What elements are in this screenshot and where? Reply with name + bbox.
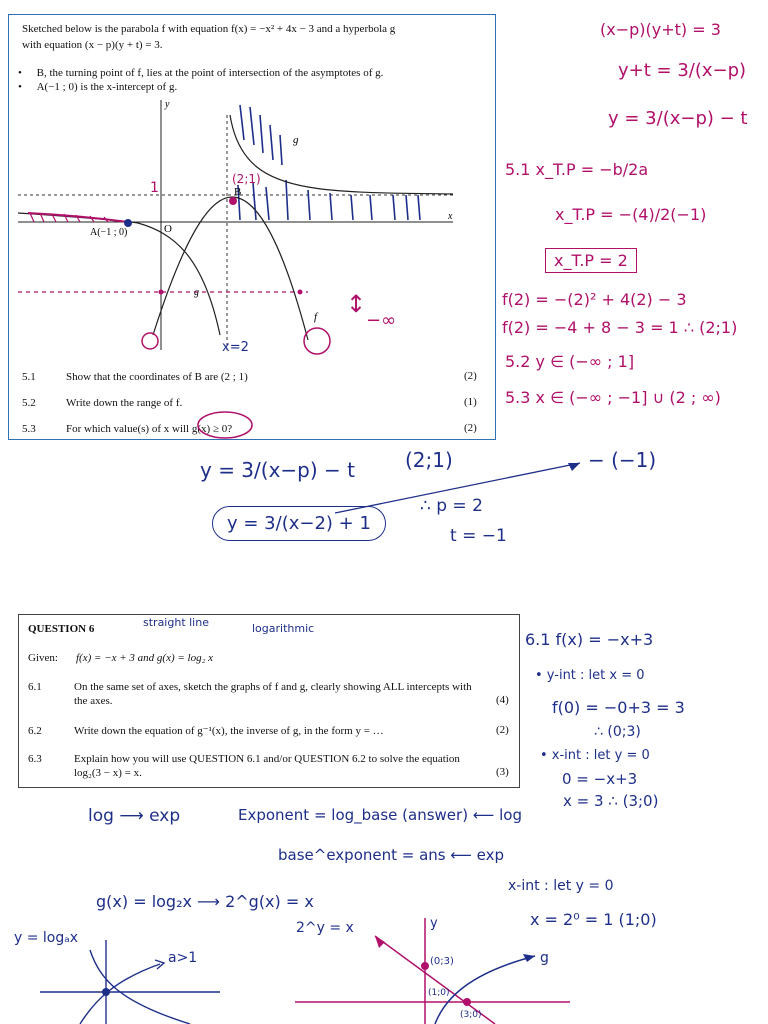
ink-graph-one: 1: [150, 180, 159, 196]
q5-item-2-marks: (1): [464, 396, 477, 408]
note-sketch-pt: (0;3): [430, 956, 454, 967]
q5-bullet-1-text: B, the turning point of f, lies at the point of intersection of the asymptotes of g.: [36, 67, 384, 79]
note-f2-a: f(2) = −(2)² + 4(2) − 3: [502, 290, 687, 309]
note-5-3: 5.3 x ∈ (−∞ ; −1] ∪ (2 ; ∞): [505, 388, 721, 407]
q6-item-2-num: 6.2: [28, 725, 42, 737]
note-mid-t: t = −1: [450, 526, 507, 546]
note-sketch-pt2: (1;0): [428, 988, 450, 998]
note-mid-2: y = 3/(x−2) + 1: [212, 506, 386, 541]
note-base-exponent: base^exponent = ans ⟵ exp: [278, 846, 505, 864]
q6-item-3-text: Explain how you will use QUESTION 6.1 and/or QUESTION 6.2 to solve the equation log₂(3 − x) = x.: [74, 753, 460, 779]
note-5-1-a: 5.1 x_T.P = −b/2a: [505, 160, 649, 179]
q6-note-straight-line: straight line: [143, 616, 209, 629]
note6-r3: f(0) = −0+3 = 3: [552, 698, 685, 717]
note6-r2: • y-int : let x = 0: [535, 668, 645, 683]
note-5-1-b: x_T.P = −(4)/2(−1): [555, 205, 707, 224]
q5-intro-line1: Sketched below is the parabola f with equation f(x) = −x² + 4x − 3 and a hyperbola g: [22, 23, 396, 35]
note-top-2: y+t = 3/(x−p): [618, 60, 747, 81]
ink-graph-neg-inf: −∞: [366, 310, 397, 331]
q6-item-3-marks: (3): [496, 766, 509, 778]
graph-label-g2: g: [194, 287, 199, 298]
note-xint-2: x = 2⁰ = 1 (1;0): [530, 910, 657, 929]
bottom-right-sketch: [295, 918, 585, 1024]
graph-label-f: f: [314, 311, 318, 323]
note6-r4: ∴ (0;3): [594, 724, 641, 740]
q5-bullet-1: • B, the turning point of f, lies at the point of intersection of the asymptotes of g.: [18, 67, 384, 79]
note-mid-minus: − (−1): [588, 448, 657, 472]
graph-label-x: x: [448, 211, 453, 222]
graph-label-O: O: [164, 223, 172, 235]
note6-r1: 6.1 f(x) = −x+3: [525, 630, 654, 649]
q5-item-2-text: Write down the range of f.: [66, 397, 183, 409]
q5-item-2-num: 5.2: [22, 397, 36, 409]
note6-r6: 0 = −x+3: [562, 770, 638, 788]
q5-graph: [8, 95, 494, 360]
note-2y: 2^y = x: [296, 920, 354, 936]
note-sketch-g: g: [540, 950, 549, 966]
note6-r5: • x-int : let y = 0: [540, 748, 650, 763]
q5-bullet-2: • A(−1 ; 0) is the x-intercept of g.: [18, 81, 178, 93]
q5-item-1-num: 5.1: [22, 371, 36, 383]
q6-given-label: Given:: [28, 652, 58, 664]
note-sketch-y: y: [430, 916, 438, 931]
note-top-1: (x−p)(y+t) = 3: [600, 20, 721, 39]
note-5-2: 5.2 y ∈ (−∞ ; 1]: [505, 352, 635, 371]
q6-item-3-num: 6.3: [28, 753, 42, 765]
note-bl-2: a>1: [168, 950, 198, 966]
ink-graph-arrow: ↕: [346, 290, 367, 318]
note-5-1-c: x_T.P = 2: [545, 248, 637, 273]
graph-label-g: g: [293, 134, 299, 146]
graph-label-A: A(−1 ; 0): [90, 227, 128, 238]
note-exponent-log: Exponent = log_base (answer) ⟵ log: [238, 806, 522, 824]
q6-item-1-marks: (4): [496, 694, 509, 706]
graph-label-B: B: [234, 186, 242, 198]
note-bl-1: y = logₐx: [14, 930, 79, 946]
q5-bullet-2-text: A(−1 ; 0) is the x-intercept of g.: [36, 81, 178, 93]
graph-label-y: y: [165, 99, 170, 110]
q5-intro-line2: with equation (x − p)(y + t) = 3.: [22, 39, 163, 51]
q6-note-logarithmic: logarithmic: [252, 622, 315, 635]
q6-item-2-text: Write down the equation of g⁻¹(x), the inverse of g, in the form y = …: [74, 725, 384, 737]
q5-item-1-marks: (2): [464, 370, 477, 382]
note-mid-p: ∴ p = 2: [420, 496, 483, 516]
q5-circle-annotation: [195, 409, 255, 441]
q5-item-1-text: Show that the coordinates of B are (2 ; 1): [66, 371, 248, 383]
q5-item-3-num: 5.3: [22, 423, 36, 435]
q6-item-2-marks: (2): [496, 724, 509, 736]
q6-item-1-text: On the same set of axes, sketch the graphs of f and g, clearly showing ALL intercepts with the axes.: [74, 681, 472, 707]
note-mid-point: (2;1): [405, 448, 453, 472]
note-mid-1: y = 3/(x−p) − t: [200, 458, 355, 482]
note-f2-b: f(2) = −4 + 8 − 3 = 1 ∴ (2;1): [502, 318, 738, 337]
q5-item-3-text: For which value(s) of x will g(x) ≥ 0?: [66, 423, 233, 435]
note-sketch-pt3: (3;0): [460, 1010, 482, 1020]
q6-item-1-num: 6.1: [28, 681, 42, 693]
note-xint: x-int : let y = 0: [508, 878, 614, 894]
q6-given: f(x) = −x + 3 and g(x) = log₂ x: [76, 652, 214, 664]
note-log-exp: log ⟶ exp: [88, 806, 181, 826]
note6-r7: x = 3 ∴ (3;0): [563, 792, 659, 810]
note-g-log: g(x) = log₂x ⟶ 2^g(x) = x: [96, 892, 314, 911]
ink-graph-x2: x=2: [222, 340, 249, 355]
note-top-3: y = 3/(x−p) − t: [608, 108, 748, 129]
q5-item-3-marks: (2): [464, 422, 477, 434]
ink-graph-point: (2;1): [232, 172, 261, 186]
q6-title: QUESTION 6: [28, 623, 95, 635]
